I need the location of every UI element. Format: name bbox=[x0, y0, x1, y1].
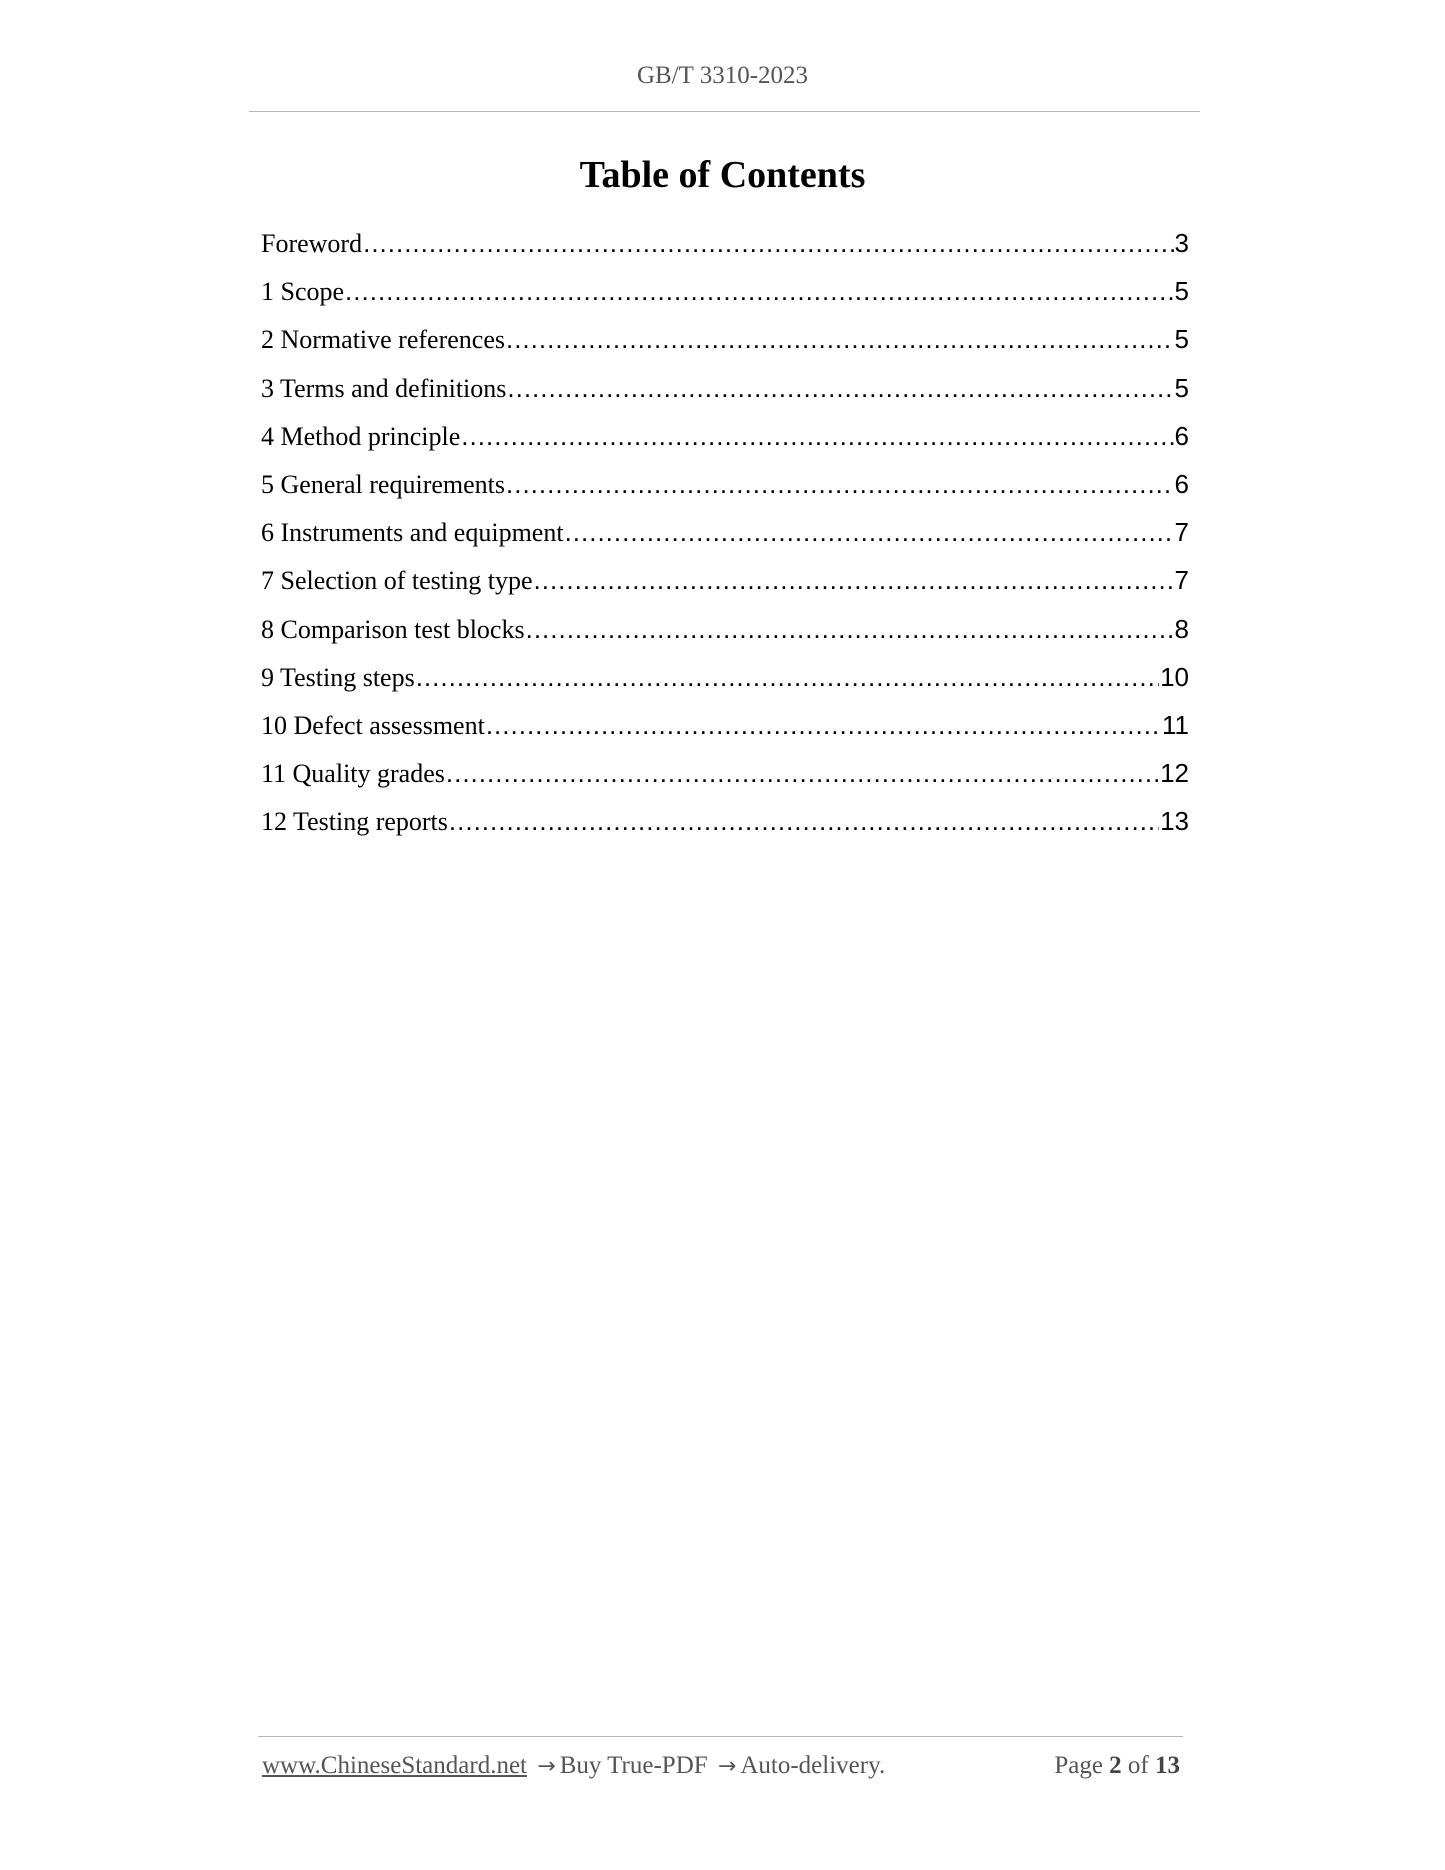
current-page-number: 2 bbox=[1109, 1752, 1122, 1779]
toc-item-label: 3 Terms and definitions bbox=[261, 373, 507, 403]
toc-dot-leader bbox=[446, 749, 1159, 797]
auto-delivery-text: Auto-delivery. bbox=[740, 1752, 886, 1779]
toc-item-page: 5 bbox=[1174, 276, 1189, 307]
toc-item-label: 6 Instruments and equipment bbox=[261, 518, 564, 548]
toc-item-label: 8 Comparison test blocks bbox=[261, 614, 525, 644]
toc-item-label: 5 General requirements bbox=[261, 469, 506, 499]
toc-dot-leader bbox=[534, 556, 1174, 604]
toc-item-quality-grades[interactable] bbox=[261, 749, 1189, 797]
toc-item-label: 11 Quality grades bbox=[261, 759, 445, 789]
toc-item-foreword[interactable] bbox=[261, 219, 1189, 267]
toc-item-defect-assessment[interactable] bbox=[261, 701, 1189, 749]
toc-dot-leader bbox=[449, 797, 1159, 845]
toc-dot-leader bbox=[506, 315, 1174, 363]
toc-item-page: 5 bbox=[1174, 324, 1189, 355]
toc-dot-leader bbox=[506, 460, 1174, 508]
toc-item-comparison-test-blocks[interactable] bbox=[261, 605, 1189, 653]
toc-item-page: 13 bbox=[1160, 806, 1189, 837]
toc-dot-leader bbox=[565, 508, 1174, 556]
toc-item-scope[interactable] bbox=[261, 267, 1189, 315]
toc-item-page: 6 bbox=[1174, 468, 1189, 499]
toc-item-label: 10 Defect assessment bbox=[261, 710, 485, 740]
toc-title: Table of Contents bbox=[579, 154, 866, 196]
toc-list bbox=[261, 219, 1189, 845]
toc-item-testing-reports[interactable] bbox=[261, 797, 1189, 845]
toc-dot-leader bbox=[486, 701, 1161, 749]
page-indicator bbox=[1054, 1752, 1180, 1780]
toc-item-label: Foreword bbox=[261, 229, 363, 258]
toc-item-label: 12 Testing reports bbox=[261, 807, 448, 837]
toc-item-page: 6 bbox=[1174, 420, 1189, 451]
toc-item-page: 8 bbox=[1174, 613, 1189, 644]
toc-item-page: 5 bbox=[1174, 372, 1189, 403]
toc-item-general-requirements[interactable] bbox=[261, 460, 1189, 508]
header-standard-code: GB/T 3310-2023 bbox=[636, 62, 809, 89]
toc-item-testing-steps[interactable] bbox=[261, 653, 1189, 701]
toc-dot-leader bbox=[461, 412, 1173, 460]
footer-promo bbox=[262, 1752, 885, 1780]
toc-item-label: 9 Testing steps bbox=[261, 662, 415, 692]
arrow-right-icon: → bbox=[717, 1754, 737, 1779]
header-divider bbox=[249, 111, 1200, 112]
total-page-count: 13 bbox=[1155, 1752, 1180, 1779]
toc-item-page: 3 bbox=[1174, 228, 1189, 258]
toc-item-label: 1 Scope bbox=[261, 277, 345, 307]
toc-item-instruments-and-equipment[interactable] bbox=[261, 508, 1189, 556]
toc-item-page: 12 bbox=[1160, 758, 1189, 789]
buy-true-pdf-text: Buy True-PDF bbox=[559, 1752, 708, 1779]
toc-item-terms-and-definitions[interactable] bbox=[261, 364, 1189, 412]
toc-item-label: 4 Method principle bbox=[261, 421, 461, 451]
page-prefix: Page bbox=[1054, 1752, 1103, 1779]
footer-divider bbox=[258, 1736, 1183, 1737]
toc-item-label: 7 Selection of testing type bbox=[261, 566, 533, 596]
toc-item-page: 11 bbox=[1162, 709, 1189, 740]
toc-item-label: 2 Normative references bbox=[261, 325, 505, 355]
toc-dot-leader bbox=[507, 364, 1173, 412]
footer bbox=[262, 1752, 1180, 1792]
toc-dot-leader bbox=[345, 267, 1173, 315]
toc-item-page: 7 bbox=[1174, 565, 1189, 596]
toc-item-normative-references[interactable] bbox=[261, 315, 1189, 363]
toc-dot-leader bbox=[416, 653, 1159, 701]
toc-dot-leader bbox=[363, 219, 1173, 267]
toc-item-selection-of-testing-type[interactable] bbox=[261, 556, 1189, 604]
toc-item-method-principle[interactable] bbox=[261, 412, 1189, 460]
website-link[interactable]: www.ChineseStandard.net bbox=[262, 1752, 527, 1779]
toc-dot-leader bbox=[526, 605, 1174, 653]
arrow-right-icon: → bbox=[537, 1754, 556, 1779]
toc-item-page: 7 bbox=[1174, 517, 1189, 548]
page-of-text: of bbox=[1127, 1752, 1149, 1779]
toc-item-page: 10 bbox=[1160, 661, 1189, 692]
